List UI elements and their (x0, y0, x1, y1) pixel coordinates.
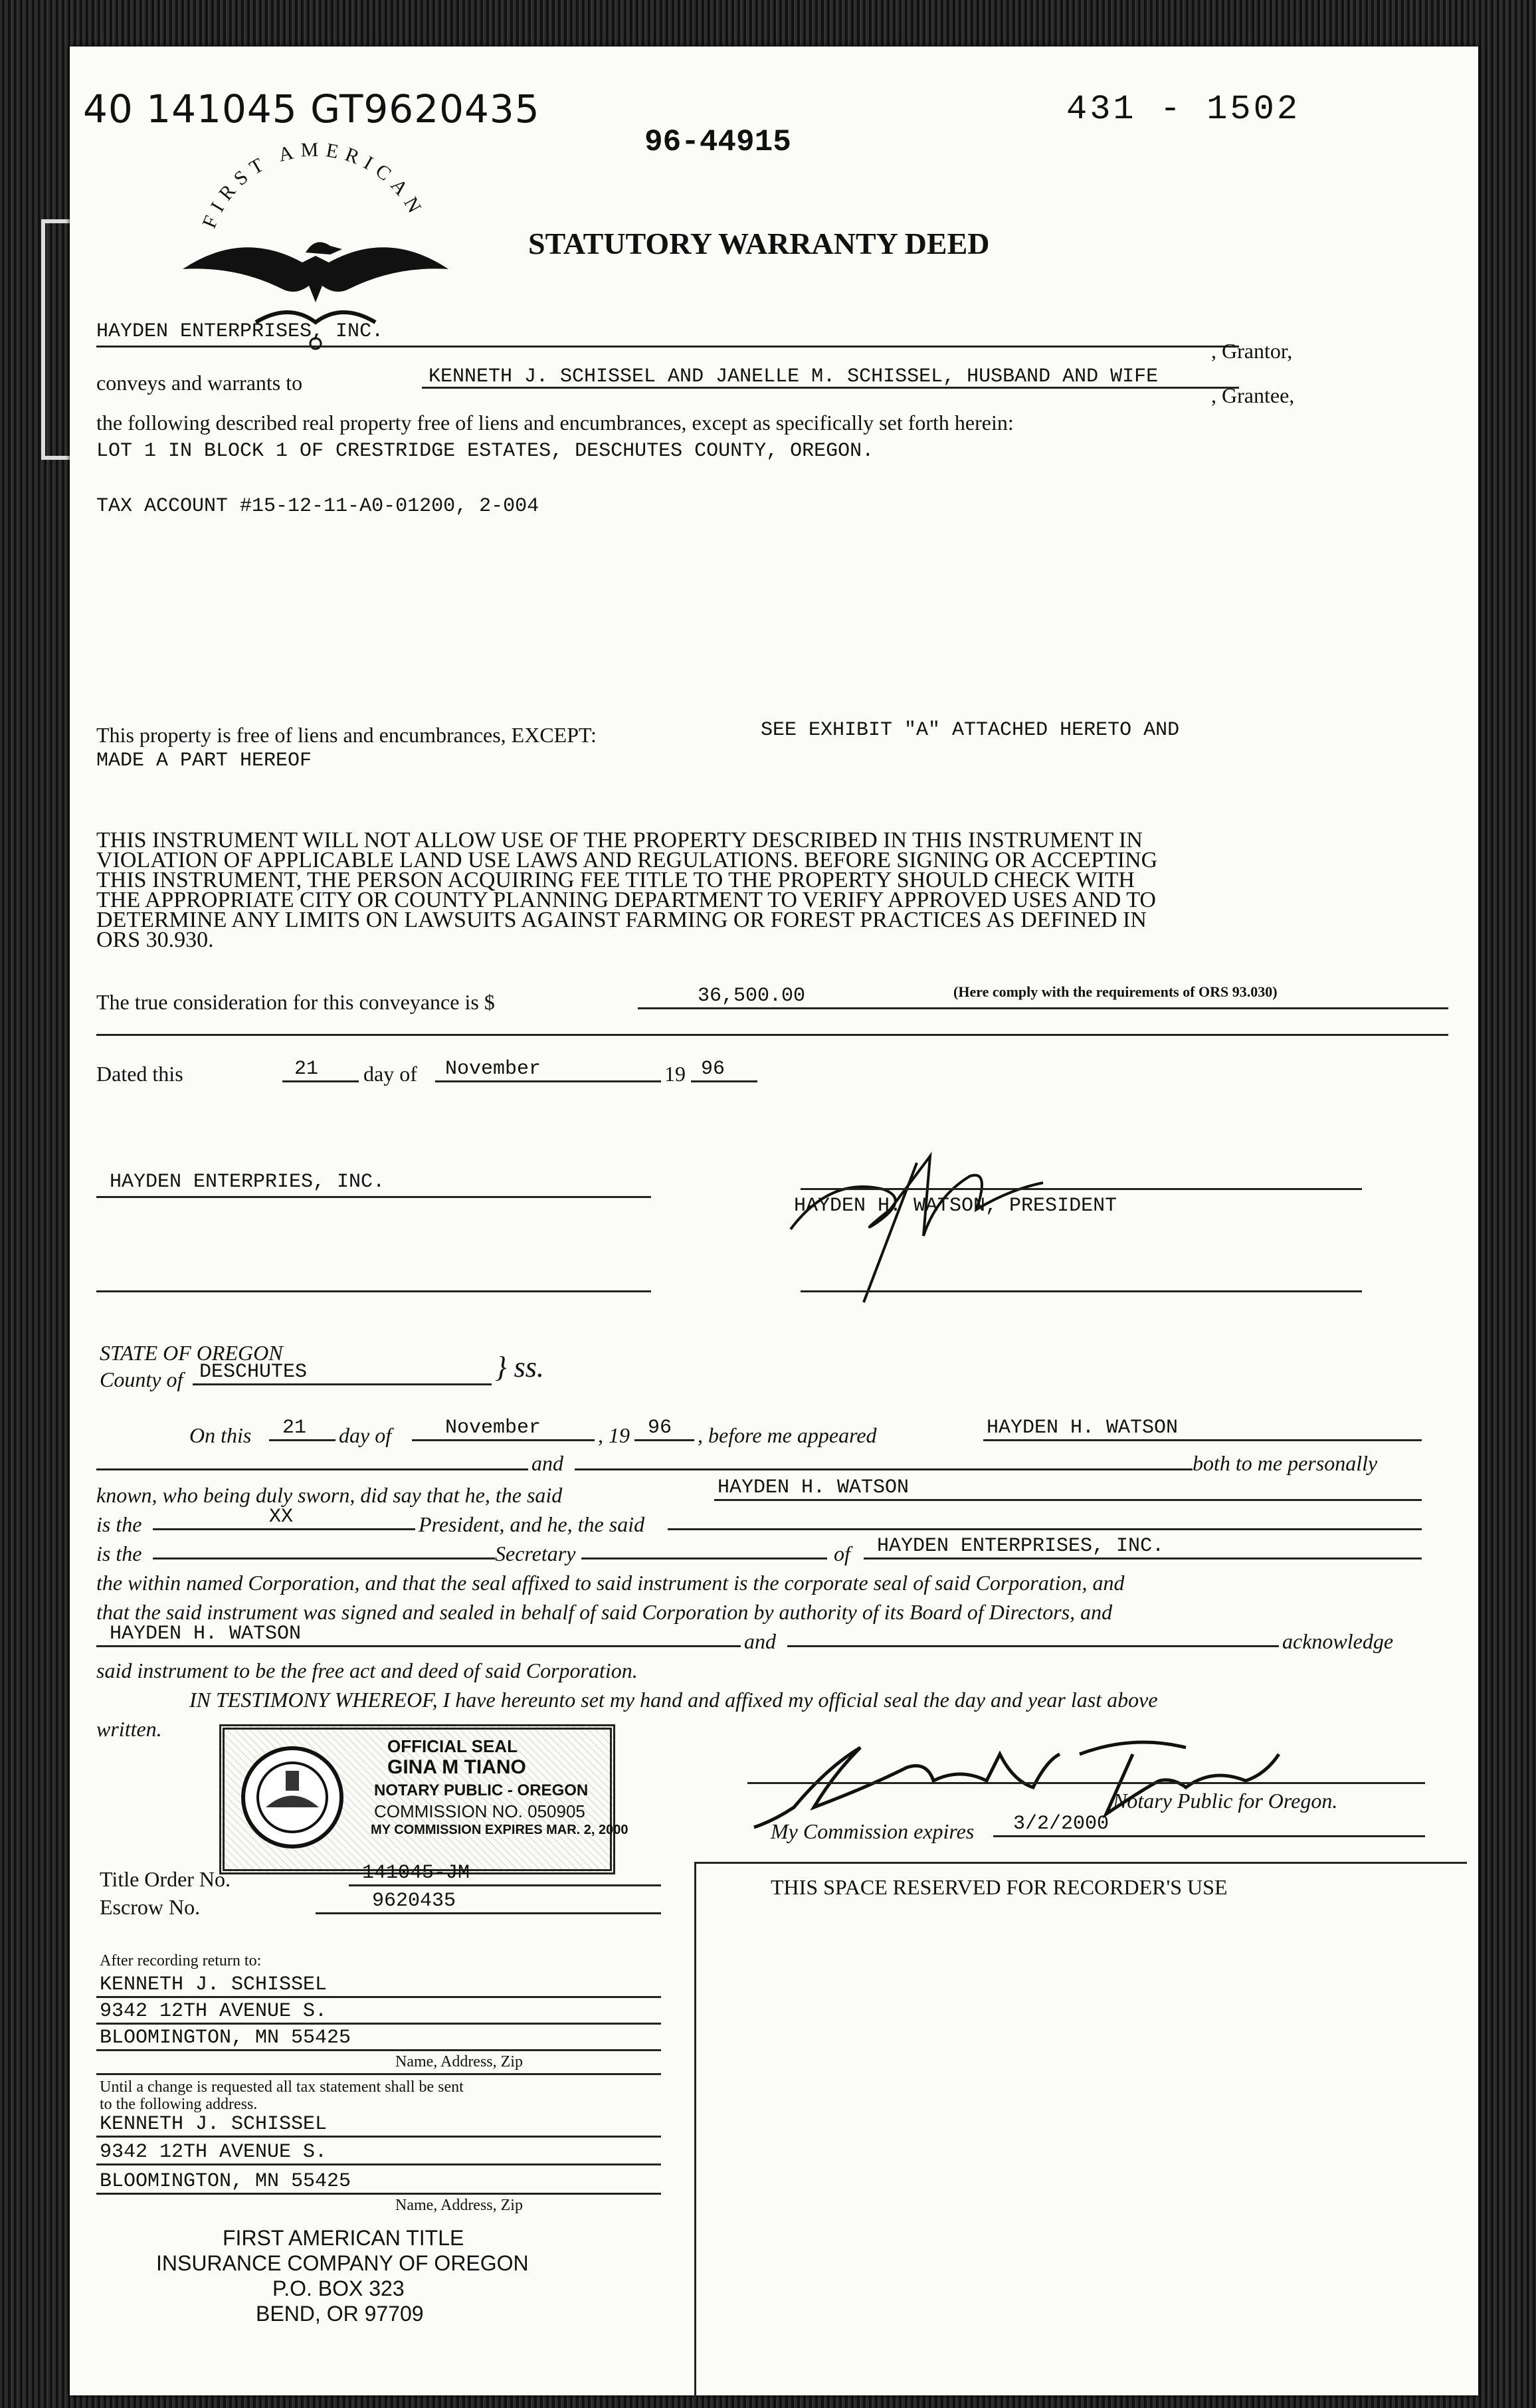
tax-line-1 (96, 2136, 661, 2138)
notary-year-line (634, 1439, 694, 1441)
deed-page (70, 47, 1478, 2395)
property-intro: the following described real property free of liens and encumbrances, except as specifically set forth herein: (96, 411, 1014, 435)
notary-president-mark: XX (269, 1506, 294, 1528)
consideration-line (638, 1007, 1448, 1009)
dated-prefix: Dated this (96, 1062, 183, 1086)
scanner-bracket-left (41, 219, 72, 460)
dated-day: 21 (294, 1058, 319, 1080)
tax-to-caption: Name, Address, Zip (395, 2197, 523, 2214)
handwritten-order-number: 40 141045 GT9620435 (83, 86, 540, 132)
notary-seal (219, 1724, 628, 1874)
seal-line-1: OFFICIAL SEAL (387, 1736, 518, 1756)
dated-century: 19 (664, 1062, 686, 1086)
footer-line-1: FIRST AMERICAN TITLE (223, 2226, 464, 2250)
return-divider (96, 2073, 661, 2075)
notary-secretary: Secretary (495, 1542, 576, 1565)
notary-day-line (269, 1439, 336, 1441)
tax-to-label-1: Until a change is requested all tax statement shall be sent (100, 2078, 464, 2096)
notary-ack: acknowledge (1282, 1629, 1394, 1653)
warning-line-4: THE APPROPRIATE CITY OR COUNTY PLANNING DEPARTMENT TO VERIFY APPROVED USES AND TO (96, 888, 1156, 912)
known-line (714, 1499, 1422, 1501)
notary-public-label: Notary Public for Oregon. (1113, 1789, 1338, 1813)
return-to-caption: Name, Address, Zip (395, 2053, 523, 2070)
tax-line-3 (96, 2193, 661, 2195)
dated-month: November (445, 1058, 541, 1080)
notary-ack-and: and (744, 1629, 776, 1653)
appeared-line (983, 1439, 1422, 1441)
grantor-signature (777, 1136, 1056, 1309)
secretary-line-1 (153, 1557, 495, 1559)
ack-line-2 (787, 1645, 1279, 1647)
notary-appeared: HAYDEN H. WATSON (987, 1417, 1179, 1439)
notary-on-this: On this (189, 1423, 252, 1447)
seal-line-3: NOTARY PUBLIC - OREGON (374, 1781, 589, 1799)
grantor-name: HAYDEN ENTERPRISES, INC. (96, 320, 384, 343)
blank-sign-line-1 (96, 1290, 651, 1292)
signature-company: HAYDEN ENTERPRIES, INC. (110, 1171, 385, 1193)
notary-is-the-2: is the (96, 1542, 142, 1565)
consideration-amount: 36,500.00 (698, 985, 806, 1007)
notary-before-me: , before me appeared (698, 1423, 877, 1447)
tax-to-street: 9342 12TH AVENUE S. (100, 2141, 328, 2163)
return-line-1 (96, 1996, 661, 1998)
ack-line-1 (96, 1645, 741, 1647)
consideration-note: (Here comply with the requirements of ORS 93.030) (953, 983, 1278, 1000)
notary-known: known, who being duly sworn, did say that he, the said (96, 1483, 563, 1507)
notary-corporation: HAYDEN ENTERPRISES, INC. (877, 1535, 1165, 1557)
grantor-line (96, 346, 1239, 348)
seal-line-2: GINA M TIANO (387, 1756, 526, 1778)
notary-month: November (445, 1417, 541, 1439)
tax-to-name: KENNETH J. SCHISSEL (100, 2113, 328, 2136)
return-to-label: After recording return to: (100, 1952, 262, 1969)
notary-commission-date: 3/2/2000 (1013, 1813, 1109, 1835)
and-line-1 (96, 1468, 528, 1470)
title-order-label: Title Order No. (100, 1867, 231, 1891)
tax-line-2 (96, 2163, 661, 2165)
president-line (153, 1528, 415, 1530)
grantee-role-label: , Grantee, (1211, 383, 1295, 407)
dated-year: 96 (701, 1058, 725, 1080)
escrow-line (316, 1912, 661, 1914)
notary-within-2: that the said instrument was signed and sealed in behalf of said Corporation by authority of its Board of Directors, and (96, 1600, 1113, 1624)
county-line (193, 1383, 492, 1385)
grantee-prefix: conveys and warrants to (96, 371, 303, 395)
book-page-number: 431 - 1502 (1066, 90, 1301, 129)
oregon-seal-icon (239, 1744, 345, 1851)
corporation-line (864, 1557, 1422, 1559)
exceptions-text-1: SEE EXHIBIT "A" ATTACHED HERETO AND (761, 719, 1180, 742)
notary-state: STATE OF OREGON (100, 1341, 283, 1365)
recorder-box (694, 1862, 1467, 2402)
escrow-no: 9620435 (372, 1890, 456, 1912)
said-line (668, 1528, 1422, 1530)
notary-commission-label: My Commission expires (771, 1819, 975, 1843)
warning-line-2: VIOLATION OF APPLICABLE LAND USE LAWS AND REGULATIONS. BEFORE SIGNING OR ACCEPTING (96, 848, 1158, 872)
consideration-line-2 (96, 1034, 1448, 1036)
dated-year-line (691, 1080, 757, 1082)
and-line-2 (575, 1468, 1193, 1470)
notary-testimony-2: written. (96, 1717, 162, 1741)
signer-sign-line (801, 1188, 1362, 1190)
seal-line-5: MY COMMISSION EXPIRES MAR. 2, 2000 (371, 1823, 628, 1837)
exceptions-label: This property is free of liens and encumbrances, EXCEPT: (96, 723, 597, 747)
notary-of: of (834, 1542, 850, 1565)
blank-sign-line-2 (801, 1290, 1362, 1292)
notary-month-line (412, 1439, 595, 1441)
tax-to-label-2: to the following address. (100, 2096, 258, 2113)
signer-name: HAYDEN H. WATSON, PRESIDENT (794, 1195, 1117, 1217)
grantee-line (422, 387, 1239, 389)
footer-line-3: P.O. BOX 323 (272, 2276, 405, 2300)
notary-president-text: President, and he, the said (419, 1512, 645, 1536)
consideration-label: The true consideration for this conveyance is $ (96, 990, 495, 1014)
footer-line-2: INSURANCE COMPANY OF OREGON (156, 2251, 529, 2275)
notary-free-act: said instrument to be the free act and deed of said Corporation. (96, 1658, 638, 1682)
notary-within-1: the within named Corporation, and that the seal affixed to said instrument is the corporate seal of said Corporation, and (96, 1571, 1125, 1595)
warning-line-6: ORS 30.930. (96, 928, 214, 952)
notary-is-the: is the (96, 1512, 142, 1536)
return-to-city: BLOOMINGTON, MN 55425 (100, 2027, 351, 2049)
notary-both: both to me personally (1193, 1451, 1378, 1475)
return-line-3 (96, 2049, 661, 2051)
notary-ack-name: HAYDEN H. WATSON (110, 1623, 302, 1645)
tax-to-city: BLOOMINGTON, MN 55425 (100, 2170, 351, 2193)
notary-year-prefix: , 19 (598, 1423, 630, 1447)
document-title: STATUTORY WARRANTY DEED (528, 227, 990, 260)
title-order-line (349, 1884, 661, 1886)
secretary-line-2 (581, 1557, 827, 1559)
notary-day: 21 (282, 1417, 307, 1439)
escrow-label: Escrow No. (100, 1895, 201, 1919)
grantee-name: KENNETH J. SCHISSEL AND JANELLE M. SCHISSEL, HUSBAND AND WIFE (429, 365, 1159, 388)
warning-line-3: THIS INSTRUMENT, THE PERSON ACQUIRING FEE TITLE TO THE PROPERTY SHOULD CHECK WITH (96, 868, 1135, 892)
notary-county: DESCHUTES (199, 1361, 308, 1383)
company-sign-line (96, 1196, 651, 1198)
recording-number: 96-44915 (644, 125, 791, 159)
commission-line (993, 1835, 1425, 1837)
notary-ss: } ss. (495, 1351, 544, 1383)
return-to-name: KENNETH J. SCHISSEL (100, 1973, 328, 1996)
notary-and: and (531, 1451, 563, 1475)
notary-sign-line (747, 1782, 1425, 1784)
notary-testimony-1: IN TESTIMONY WHEREOF, I have hereunto set my hand and affixed my official seal the day and year last above (189, 1688, 1158, 1712)
exceptions-text-2: MADE A PART HEREOF (96, 750, 312, 772)
notary-year: 96 (648, 1417, 672, 1439)
dated-month-line (435, 1080, 661, 1082)
notary-day-of: day of (339, 1423, 392, 1447)
title-order-no: 141045-JM (362, 1862, 470, 1884)
notary-known-name: HAYDEN H. WATSON (718, 1476, 910, 1499)
seal-line-4: COMMISSION NO. 050905 (374, 1801, 585, 1821)
notary-county-label: County of (100, 1367, 183, 1391)
footer-line-4: BEND, OR 97709 (256, 2302, 424, 2326)
recorder-box-label: THIS SPACE RESERVED FOR RECORDER'S USE (771, 1875, 1228, 1899)
grantor-role-label: , Grantor, (1211, 339, 1293, 363)
dated-day-line (282, 1080, 359, 1082)
warning-line-1: THIS INSTRUMENT WILL NOT ALLOW USE OF THE PROPERTY DESCRIBED IN THIS INSTRUMENT IN (96, 828, 1143, 853)
return-to-street: 9342 12TH AVENUE S. (100, 2000, 328, 2023)
warning-line-5: DETERMINE ANY LIMITS ON LAWSUITS AGAINST FARMING OR FOREST PRACTICES AS DEFINED IN (96, 908, 1147, 932)
return-line-2 (96, 2023, 661, 2025)
legal-description: LOT 1 IN BLOCK 1 OF CRESTRIDGE ESTATES, DESCHUTES COUNTY, OREGON. (96, 440, 874, 462)
tax-account: TAX ACCOUNT #15-12-11-A0-01200, 2-004 (96, 495, 539, 518)
logo-text: FIRST AMERICAN (198, 138, 429, 232)
dated-day-of: day of (363, 1062, 417, 1086)
